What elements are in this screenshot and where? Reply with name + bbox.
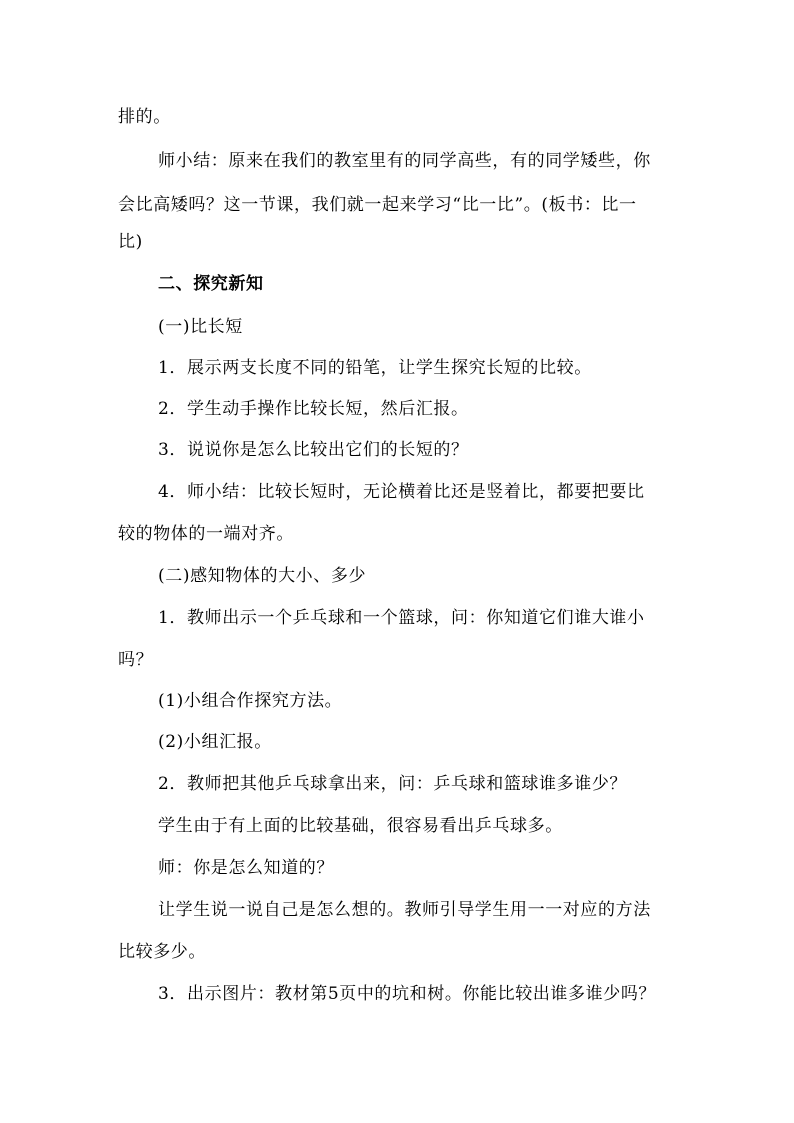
text-line: 学生由于有上面的比较基础，很容易看出乒乓球多。 [158, 816, 563, 836]
text-line: 师小结：原来在我们的教室里有的同学高些，有的同学矮些，你 [158, 151, 651, 171]
text-line: 师：你是怎么知道的？ [158, 858, 334, 878]
text-line: (2)小组汇报。 [158, 732, 272, 752]
section-heading: 二、探究新知 [158, 274, 264, 294]
text-line: 2．学生动手操作比较长短，然后汇报。 [158, 399, 469, 419]
text-line: (1)小组合作探究方法。 [158, 691, 343, 711]
text-line: 让学生说一说自己是怎么想的。教师引导学生用一一对应的方法 [158, 900, 651, 920]
text-line: 会比高矮吗？这一节课，我们就一起来学习“比一比”。(板书：比一 [118, 195, 637, 215]
text-line: 比较多少。 [118, 942, 206, 962]
text-line: 较的物体的一端对齐。 [118, 524, 294, 544]
text-line: 排的。 [118, 107, 171, 127]
subsection-heading: (一)比长短 [158, 317, 243, 337]
text-line: 1．教师出示一个乒乓球和一个篮球，问：你知道它们谁大谁小 [158, 608, 645, 628]
text-line: 3．出示图片：教材第5页中的坑和树。你能比较出谁多谁少吗？ [158, 984, 657, 1004]
text-line: 1．展示两支长度不同的铅笔，让学生探究长短的比较。 [158, 358, 592, 378]
text-line: 吗？ [118, 650, 154, 670]
text-line: 比) [118, 232, 143, 252]
text-line: 4．师小结：比较长短时，无论横着比还是竖着比，都要把要比 [158, 482, 645, 502]
text-line: 2．教师把其他乒乓球拿出来，问：乒乓球和篮球谁多谁少？ [158, 774, 628, 794]
subsection-heading: (二)感知物体的大小、多少 [158, 566, 367, 586]
text-line: 3．说说你是怎么比较出它们的长短的？ [158, 440, 469, 460]
